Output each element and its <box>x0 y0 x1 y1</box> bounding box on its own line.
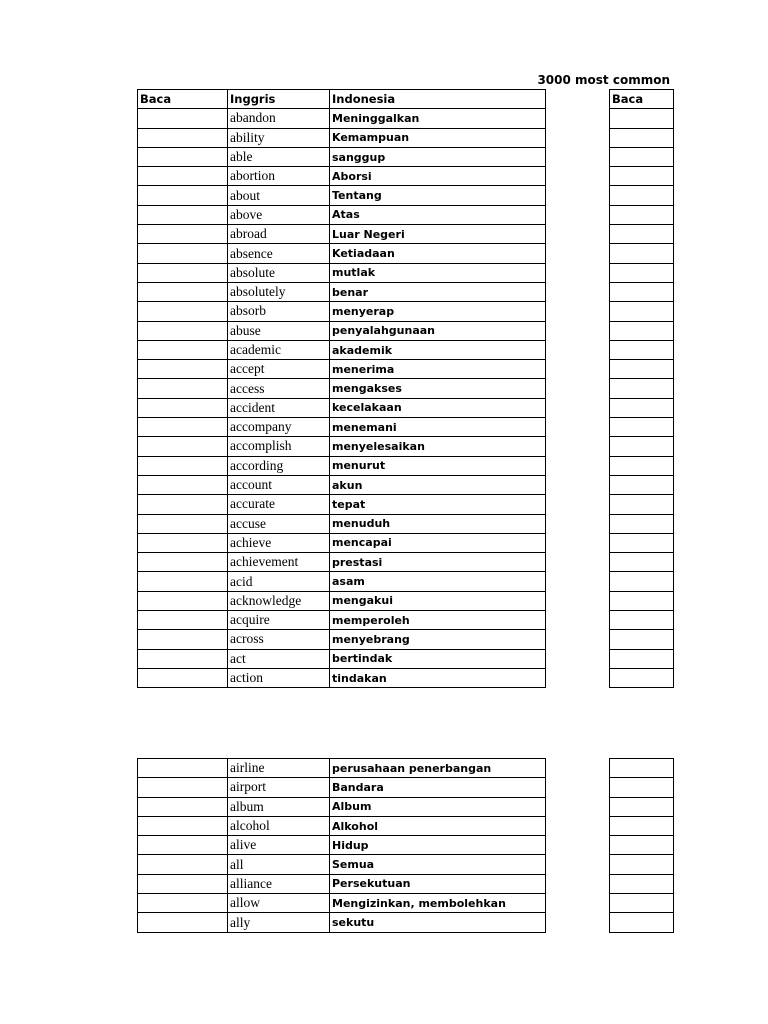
baca-cell[interactable] <box>138 668 228 687</box>
table-row <box>138 437 546 456</box>
english-word: achieve <box>228 533 330 552</box>
indonesian-translation: penyalahgunaan <box>330 321 546 340</box>
baca-cell[interactable] <box>138 913 228 932</box>
english-word: achievement <box>228 553 330 572</box>
indonesian-translation: menyebrang <box>330 630 546 649</box>
baca-check-cell[interactable] <box>610 109 674 128</box>
side-row <box>610 398 674 417</box>
indonesian-translation: Hidup <box>330 836 546 855</box>
indonesian-translation: menuduh <box>330 514 546 533</box>
indonesian-translation: kecelakaan <box>330 398 546 417</box>
table-row <box>138 147 546 166</box>
baca-check-cell[interactable] <box>610 360 674 379</box>
side-row <box>610 205 674 224</box>
baca-cell[interactable] <box>138 302 228 321</box>
baca-cell[interactable] <box>138 495 228 514</box>
indonesian-translation: perusahaan penerbangan <box>330 759 546 778</box>
english-word: acknowledge <box>228 591 330 610</box>
indonesian-translation: Kemampuan <box>330 128 546 147</box>
table-row <box>138 418 546 437</box>
baca-check-table-2 <box>609 758 674 933</box>
side-header-baca: Baca <box>610 90 674 109</box>
side-row <box>610 649 674 668</box>
baca-check-cell[interactable] <box>610 128 674 147</box>
english-word: allow <box>228 894 330 913</box>
indonesian-translation: menyelesaikan <box>330 437 546 456</box>
baca-check-cell[interactable] <box>610 186 674 205</box>
side-row <box>610 379 674 398</box>
baca-check-cell[interactable] <box>610 553 674 572</box>
table-row <box>138 128 546 147</box>
table-row <box>138 186 546 205</box>
baca-check-cell[interactable] <box>610 340 674 359</box>
side-row <box>610 572 674 591</box>
indonesian-translation: Bandara <box>330 778 546 797</box>
baca-check-cell[interactable] <box>610 797 674 816</box>
side-row <box>610 630 674 649</box>
side-row <box>610 797 674 816</box>
baca-check-cell[interactable] <box>610 379 674 398</box>
table-row <box>138 533 546 552</box>
english-word: album <box>228 797 330 816</box>
side-row <box>610 514 674 533</box>
side-row <box>610 855 674 874</box>
english-word: ability <box>228 128 330 147</box>
indonesian-translation: menurut <box>330 456 546 475</box>
english-word: accident <box>228 398 330 417</box>
baca-cell[interactable] <box>138 874 228 893</box>
english-word: accurate <box>228 495 330 514</box>
baca-cell[interactable] <box>138 816 228 835</box>
table-row <box>138 797 546 816</box>
indonesian-translation: menyerap <box>330 302 546 321</box>
english-word: alcohol <box>228 816 330 835</box>
indonesian-translation: asam <box>330 572 546 591</box>
indonesian-translation: akademik <box>330 340 546 359</box>
baca-check-cell[interactable] <box>610 282 674 301</box>
indonesian-translation: akun <box>330 475 546 494</box>
english-word: abortion <box>228 167 330 186</box>
indonesian-translation: Atas <box>330 205 546 224</box>
baca-check-cell[interactable] <box>610 759 674 778</box>
english-word: above <box>228 205 330 224</box>
side-row <box>610 495 674 514</box>
side-row <box>610 533 674 552</box>
table-row <box>138 456 546 475</box>
side-row <box>610 186 674 205</box>
table-row <box>138 379 546 398</box>
baca-cell[interactable] <box>138 553 228 572</box>
indonesian-translation: prestasi <box>330 553 546 572</box>
indonesian-translation: Ketiadaan <box>330 244 546 263</box>
baca-cell[interactable] <box>138 398 228 417</box>
english-word: account <box>228 475 330 494</box>
table-row <box>138 495 546 514</box>
english-word: action <box>228 668 330 687</box>
english-word: airport <box>228 778 330 797</box>
baca-check-cell[interactable] <box>610 225 674 244</box>
table-row <box>138 611 546 630</box>
indonesian-translation: mencapai <box>330 533 546 552</box>
indonesian-translation: memperoleh <box>330 611 546 630</box>
side-row <box>610 244 674 263</box>
english-word: acquire <box>228 611 330 630</box>
baca-cell[interactable] <box>138 321 228 340</box>
baca-check-cell[interactable] <box>610 591 674 610</box>
side-header-row <box>610 90 674 109</box>
baca-cell[interactable] <box>138 205 228 224</box>
table-row <box>138 591 546 610</box>
english-word: absolutely <box>228 282 330 301</box>
header-baca: Baca <box>138 90 228 109</box>
table-row <box>138 553 546 572</box>
baca-check-cell[interactable] <box>610 572 674 591</box>
side-row <box>610 475 674 494</box>
baca-cell[interactable] <box>138 167 228 186</box>
table-row <box>138 630 546 649</box>
baca-cell[interactable] <box>138 759 228 778</box>
baca-cell[interactable] <box>138 778 228 797</box>
baca-check-cell[interactable] <box>610 263 674 282</box>
table-row <box>138 244 546 263</box>
indonesian-translation: tindakan <box>330 668 546 687</box>
english-word: abuse <box>228 321 330 340</box>
table-row <box>138 894 546 913</box>
baca-check-cell[interactable] <box>610 205 674 224</box>
baca-check-cell[interactable] <box>610 649 674 668</box>
vocabulary-table-2 <box>137 758 546 933</box>
side-row <box>610 874 674 893</box>
baca-check-cell[interactable] <box>610 894 674 913</box>
baca-cell[interactable] <box>138 533 228 552</box>
english-word: alive <box>228 836 330 855</box>
table-row <box>138 874 546 893</box>
baca-check-cell[interactable] <box>610 874 674 893</box>
baca-check-cell[interactable] <box>610 778 674 797</box>
table-row <box>138 836 546 855</box>
side-row <box>610 611 674 630</box>
table-row <box>138 167 546 186</box>
english-word: able <box>228 147 330 166</box>
baca-check-cell[interactable] <box>610 913 674 932</box>
table-row <box>138 225 546 244</box>
indonesian-translation: bertindak <box>330 649 546 668</box>
side-row <box>610 668 674 687</box>
english-word: act <box>228 649 330 668</box>
english-word: accuse <box>228 514 330 533</box>
indonesian-translation: mengakui <box>330 591 546 610</box>
table-row <box>138 759 546 778</box>
side-row <box>610 167 674 186</box>
english-word: absorb <box>228 302 330 321</box>
indonesian-translation: sekutu <box>330 913 546 932</box>
side-row <box>610 340 674 359</box>
indonesian-translation: Album <box>330 797 546 816</box>
table-row <box>138 855 546 874</box>
side-row <box>610 759 674 778</box>
baca-cell[interactable] <box>138 360 228 379</box>
table-row <box>138 282 546 301</box>
baca-check-cell[interactable] <box>610 533 674 552</box>
baca-check-cell[interactable] <box>610 302 674 321</box>
vocabulary-table <box>137 89 546 688</box>
indonesian-translation: Mengizinkan, membolehkan <box>330 894 546 913</box>
side-row <box>610 894 674 913</box>
indonesian-translation: Luar Negeri <box>330 225 546 244</box>
baca-cell[interactable] <box>138 147 228 166</box>
indonesian-translation: Meninggalkan <box>330 109 546 128</box>
baca-check-cell[interactable] <box>610 244 674 263</box>
indonesian-translation: menemani <box>330 418 546 437</box>
baca-check-cell[interactable] <box>610 321 674 340</box>
english-word: about <box>228 186 330 205</box>
indonesian-translation: menerima <box>330 360 546 379</box>
side-row <box>610 321 674 340</box>
english-word: abroad <box>228 225 330 244</box>
baca-cell[interactable] <box>138 437 228 456</box>
table-row <box>138 263 546 282</box>
table-row <box>138 340 546 359</box>
table-row <box>138 321 546 340</box>
baca-cell[interactable] <box>138 591 228 610</box>
baca-cell[interactable] <box>138 225 228 244</box>
side-row <box>610 456 674 475</box>
side-row <box>610 553 674 572</box>
baca-check-cell[interactable] <box>610 514 674 533</box>
side-row <box>610 282 674 301</box>
table-row <box>138 360 546 379</box>
baca-cell[interactable] <box>138 128 228 147</box>
baca-cell[interactable] <box>138 379 228 398</box>
table-row <box>138 649 546 668</box>
side-row <box>610 109 674 128</box>
indonesian-translation: benar <box>330 282 546 301</box>
side-row <box>610 263 674 282</box>
english-word: alliance <box>228 874 330 893</box>
side-row <box>610 836 674 855</box>
baca-cell[interactable] <box>138 894 228 913</box>
indonesian-translation: Aborsi <box>330 167 546 186</box>
english-word: accompany <box>228 418 330 437</box>
baca-check-cell[interactable] <box>610 855 674 874</box>
baca-check-cell[interactable] <box>610 456 674 475</box>
baca-check-cell[interactable] <box>610 611 674 630</box>
baca-check-cell[interactable] <box>610 630 674 649</box>
baca-cell[interactable] <box>138 456 228 475</box>
side-row <box>610 816 674 835</box>
baca-cell[interactable] <box>138 475 228 494</box>
table-row <box>138 778 546 797</box>
baca-cell[interactable] <box>138 630 228 649</box>
baca-cell[interactable] <box>138 855 228 874</box>
side-row <box>610 418 674 437</box>
baca-cell[interactable] <box>138 611 228 630</box>
table-row <box>138 109 546 128</box>
indonesian-translation: tepat <box>330 495 546 514</box>
baca-check-cell[interactable] <box>610 836 674 855</box>
side-row <box>610 360 674 379</box>
table-row <box>138 913 546 932</box>
baca-cell[interactable] <box>138 186 228 205</box>
side-row <box>610 591 674 610</box>
english-word: all <box>228 855 330 874</box>
indonesian-translation: sanggup <box>330 147 546 166</box>
table-row <box>138 514 546 533</box>
indonesian-translation: Persekutuan <box>330 874 546 893</box>
table-row <box>138 668 546 687</box>
baca-check-cell[interactable] <box>610 167 674 186</box>
side-row <box>610 778 674 797</box>
baca-check-cell[interactable] <box>610 475 674 494</box>
english-word: accept <box>228 360 330 379</box>
header-indonesia: Indonesia <box>330 90 546 109</box>
table-row <box>138 302 546 321</box>
baca-check-cell[interactable] <box>610 418 674 437</box>
indonesian-translation: Semua <box>330 855 546 874</box>
baca-cell[interactable] <box>138 109 228 128</box>
baca-cell[interactable] <box>138 514 228 533</box>
side-row <box>610 437 674 456</box>
baca-cell[interactable] <box>138 263 228 282</box>
header-row <box>138 90 546 109</box>
english-word: airline <box>228 759 330 778</box>
baca-cell[interactable] <box>138 244 228 263</box>
baca-cell[interactable] <box>138 797 228 816</box>
baca-check-table <box>609 89 674 688</box>
table-row <box>138 205 546 224</box>
table-row <box>138 816 546 835</box>
english-word: access <box>228 379 330 398</box>
english-word: across <box>228 630 330 649</box>
table-row <box>138 398 546 417</box>
baca-cell[interactable] <box>138 836 228 855</box>
baca-cell[interactable] <box>138 649 228 668</box>
indonesian-translation: mengakses <box>330 379 546 398</box>
baca-cell[interactable] <box>138 572 228 591</box>
english-word: ally <box>228 913 330 932</box>
side-row <box>610 128 674 147</box>
baca-check-cell[interactable] <box>610 495 674 514</box>
indonesian-translation: Tentang <box>330 186 546 205</box>
indonesian-translation: Alkohol <box>330 816 546 835</box>
english-word: abandon <box>228 109 330 128</box>
indonesian-translation: mutlak <box>330 263 546 282</box>
side-row <box>610 147 674 166</box>
english-word: absolute <box>228 263 330 282</box>
english-word: according <box>228 456 330 475</box>
baca-check-cell[interactable] <box>610 816 674 835</box>
english-word: academic <box>228 340 330 359</box>
table-row <box>138 475 546 494</box>
baca-check-cell[interactable] <box>610 398 674 417</box>
sheet-title: 3000 most common <box>537 73 670 87</box>
table-row <box>138 572 546 591</box>
baca-cell[interactable] <box>138 340 228 359</box>
baca-check-cell[interactable] <box>610 437 674 456</box>
baca-cell[interactable] <box>138 282 228 301</box>
baca-cell[interactable] <box>138 418 228 437</box>
side-row <box>610 913 674 932</box>
english-word: acid <box>228 572 330 591</box>
english-word: absence <box>228 244 330 263</box>
header-inggris: Inggris <box>228 90 330 109</box>
baca-check-cell[interactable] <box>610 147 674 166</box>
english-word: accomplish <box>228 437 330 456</box>
side-row <box>610 302 674 321</box>
baca-check-cell[interactable] <box>610 668 674 687</box>
side-row <box>610 225 674 244</box>
